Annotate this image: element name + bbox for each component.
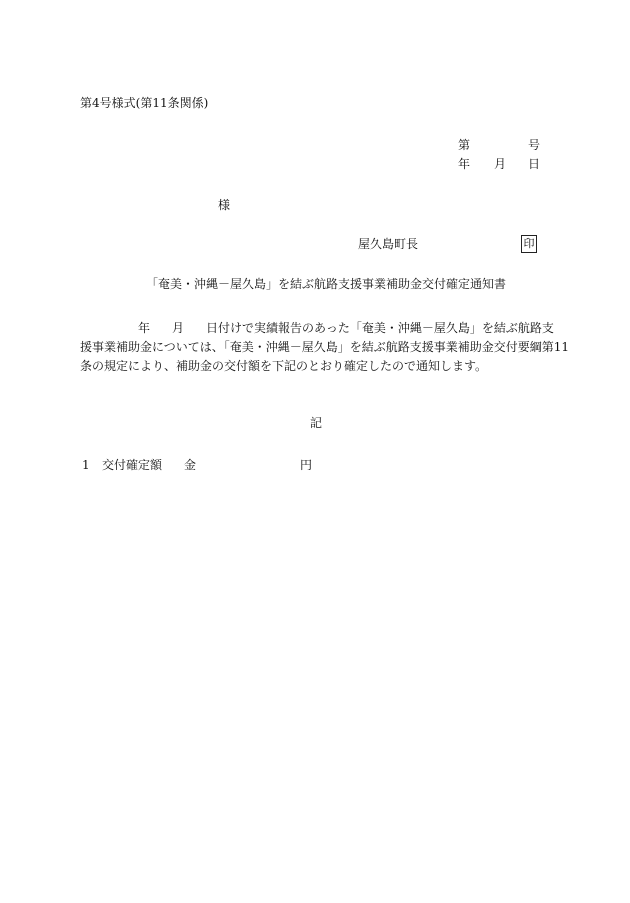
item-number: 1: [82, 458, 90, 472]
body-line-3: 条の規定により、補助金の交付額を下記のとおり確定したので通知します。: [80, 359, 488, 373]
form-number-label: 第4号様式(第11条関係): [80, 96, 209, 110]
addressee-honorific: 様: [218, 198, 231, 212]
document-number-suffix: 号: [528, 138, 541, 152]
document-title: 「奄美・沖縄－屋久島」を結ぶ航路支援事業補助金交付確定通知書: [146, 277, 507, 291]
body-line-2: 援事業補助金については、「奄美・沖縄－屋久島」を結ぶ航路支援事業補助金交付要綱第11: [80, 340, 570, 354]
date-year-label: 年: [458, 157, 471, 171]
item-label: 交付確定額: [102, 458, 163, 472]
amount-prefix: 金: [184, 458, 197, 472]
seal-mark: 印: [521, 235, 537, 253]
amount-unit: 円: [300, 458, 313, 472]
date-day-label: 日: [528, 157, 541, 171]
body-month-label: 月: [172, 321, 185, 335]
ki-heading: 記: [310, 416, 323, 430]
document-number-prefix: 第: [458, 138, 471, 152]
body-year-label: 年: [138, 321, 151, 335]
body-line-1: [80, 319, 560, 338]
date-month-label: 月: [494, 157, 507, 171]
body-line-1-text: 日付けで実績報告のあった「奄美・沖縄－屋久島」を結ぶ航路支: [206, 321, 554, 335]
notice-body: [80, 319, 570, 376]
issuer-name: 屋久島町長: [358, 237, 419, 251]
